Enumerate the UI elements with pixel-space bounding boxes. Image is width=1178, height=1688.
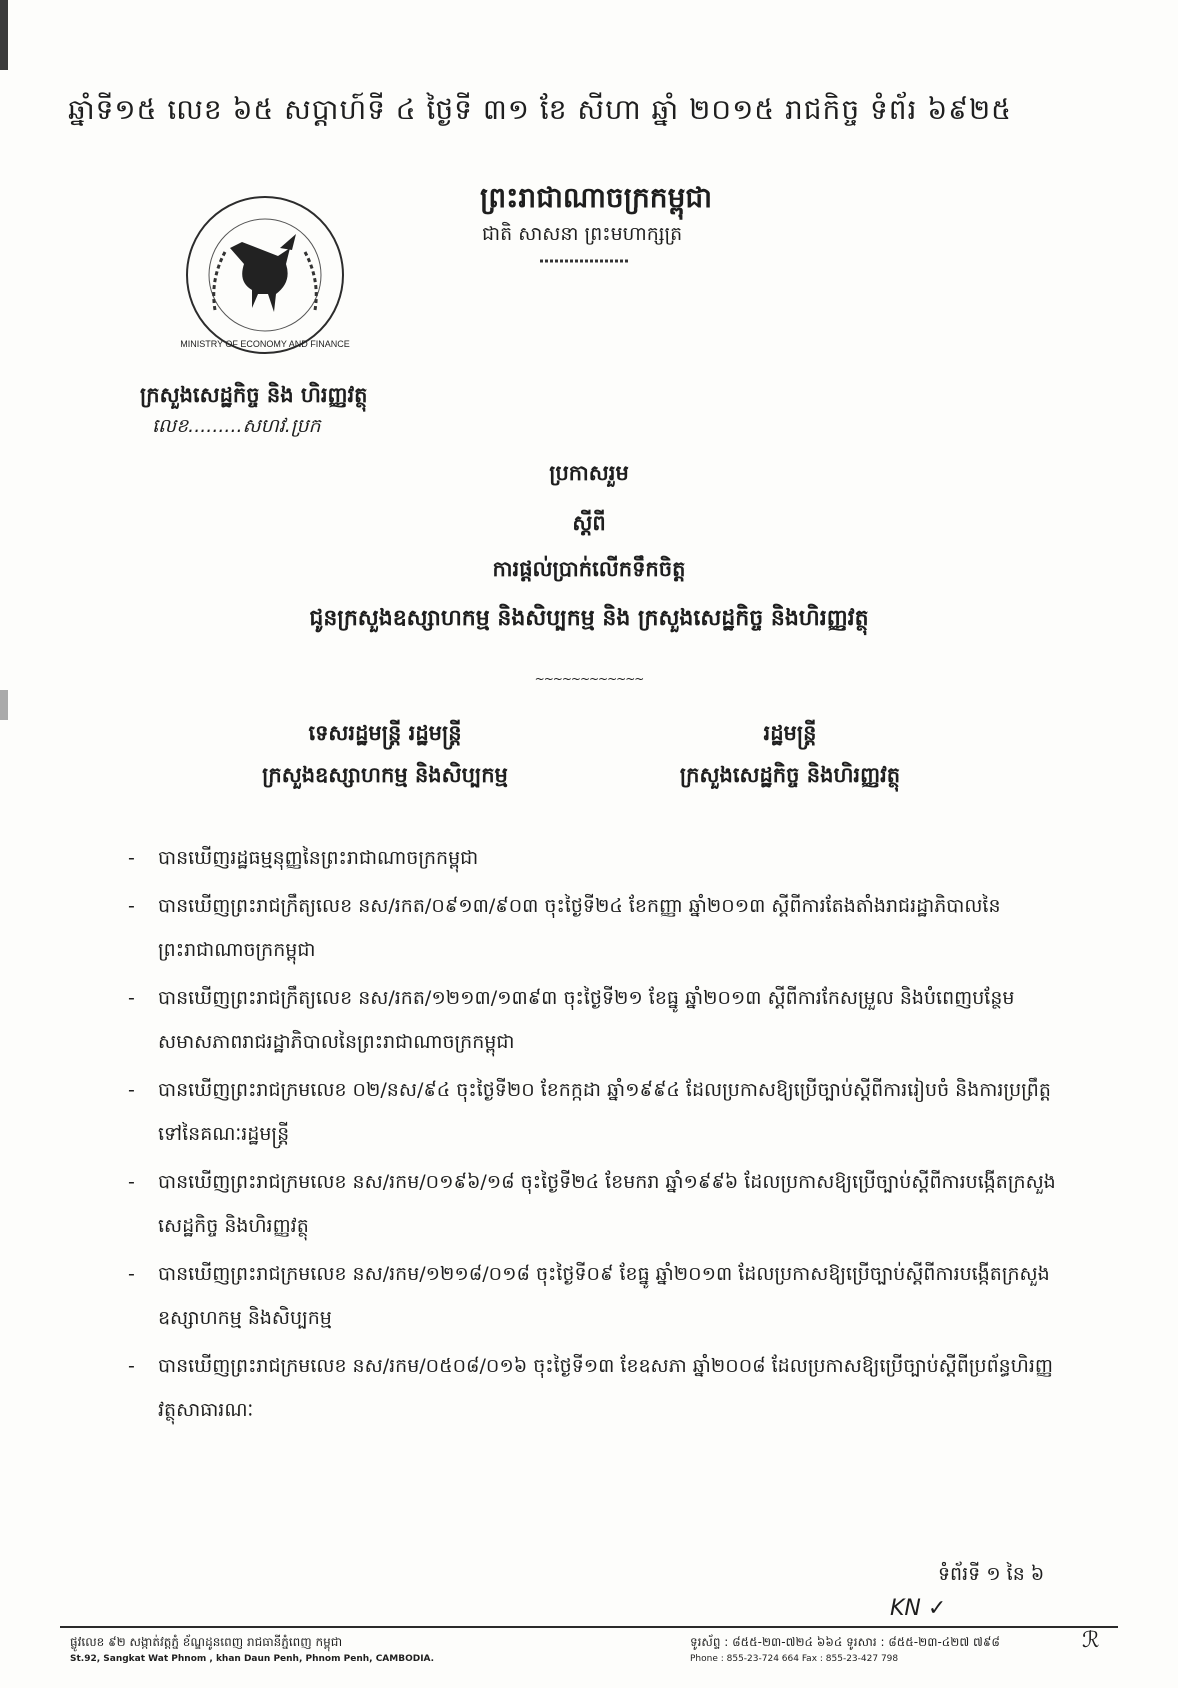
seal-english-text: MINISTRY OF ECONOMY AND FINANCE (180, 339, 350, 349)
signatory-left-ministry: ក្រសួងឧស្សាហកម្ម និងសិប្បកម្ម (262, 763, 508, 787)
footer-divider (60, 1626, 1118, 1628)
list-item: - បានឃើញព្រះរាជក្រឹត្យលេខ នស/រកត/០៩១៣/៩០៣ ចុះថ្ងៃទី២៤ ខែកញ្ញា ឆ្នាំ២០១៣ ស្តីពីការតែងតាំងរាជរដ្ឋាភិបាលនៃព្រះរាជាណាចក្រកម្ពុជា (128, 895, 1001, 961)
list-item: - បានឃើញព្រះរាជក្រមលេខ ០២/នស/៩៤ ចុះថ្ងៃទី២០ ខែកក្កដា ឆ្នាំ១៩៩៤ ដែលប្រកាសឱ្យប្រើច្បាប់ស្តីពីការរៀបចំ និងការប្រព្រឹត្តទៅនៃគណៈរដ្ឋមន្ត្រី (128, 1079, 1051, 1145)
footer-phone-en: Phone : 855-23-724 664 Fax : 855-23-427 798 (690, 1654, 899, 1664)
signatory-right-title: រដ្ឋមន្ត្រី (763, 721, 817, 745)
signatory-right (640, 712, 940, 796)
footer-address-km: ផ្លូវលេខ ៩២ សង្កាត់វត្តភ្នំ ខ័ណ្ឌដូនពេញ រាជធានីភ្នំពេញ កម្ពុជា (70, 1635, 343, 1649)
national-motto: ជាតិ សាសនា ព្រះមហាក្សត្រ (482, 223, 683, 245)
motto-ornament (540, 258, 630, 264)
about-label: ស្តីពី (572, 511, 606, 535)
footer-phone-km: ទូរស័ព្ទ : ៨៥៥-២៣-៧២៤ ៦៦៤ ទូរសារ : ៨៥៥-២៣-៤២៧ ៧៩៨ (690, 1635, 1000, 1649)
footer-address-en: St.92, Sangkat Wat Phnom , khan Daun Penh, Phnom Penh, CAMBODIA. (70, 1654, 435, 1664)
footer-signature: ℛ (1082, 1628, 1100, 1653)
signatory-left (215, 712, 555, 796)
list-item: - បានឃើញព្រះរាជក្រមលេខ នស/រកម/០១៩៦/១៨ ចុះថ្ងៃទី២៤ ខែមករា ឆ្នាំ១៩៩៦ ដែលប្រកាសឱ្យប្រើច្បាប់ស្តីពីការបង្កើតក្រសួងសេដ្ឋកិច្ច និងហិរញ្ញវត្ថុ (128, 1171, 1056, 1237)
list-item: - បានឃើញព្រះរាជក្រមលេខ នស/រកម/០៥០៨/០១៦ ចុះថ្ងៃទី១៣ ខែឧសភា ឆ្នាំ២០០៨ ដែលប្រកាសឱ្យប្រើច្បាប់ស្តីពីប្រព័ន្ធហិរញ្ញវត្ថុសាធារណៈ (128, 1355, 1053, 1421)
kingdom-title: ព្រះរាជាណាចក្រកម្ពុជា (480, 181, 713, 214)
considerations-list (128, 836, 1068, 1436)
reference-number: លេខ.........សហវ.ប្រក (152, 415, 321, 437)
issuer-ministry: ក្រសួងសេដ្ឋកិច្ច និង ហិរញ្ញវត្ថុ (140, 382, 368, 407)
handwritten-initials: KN ✓ (890, 1596, 947, 1621)
scan-edge-mark (0, 690, 8, 720)
list-item: - បានឃើញព្រះរាជក្រមលេខ នស/រកម/១២១៨/០១៨ ចុះថ្ងៃទី០៩ ខែធ្នូ ឆ្នាំ២០១៣ ដែលប្រកាសឱ្យប្រើច្បាប់ស្តីពីការបង្កើតក្រសួងឧស្សាហកម្ម និងសិប្បកម្ម (128, 1263, 1050, 1329)
document-type: ប្រកាសរួម (549, 461, 629, 485)
signatory-right-ministry: ក្រសួងសេដ្ឋកិច្ច និងហិរញ្ញវត្ថុ (679, 763, 901, 787)
signatory-left-title: ទេសរដ្ឋមន្ត្រី រដ្ឋមន្ត្រី (308, 721, 462, 745)
title-ornament: ~~~~~~~~~~~~ (534, 672, 644, 686)
document-recipients: ជូនក្រសួងឧស្សាហកម្ម និងសិប្បកម្ម និង ក្រសួងសេដ្ឋកិច្ច និងហិរញ្ញវត្ថុ (309, 606, 869, 631)
gazette-header: ឆ្នាំទី១៥ លេខ ៦៥ សប្តាហ៍ទី ៤ ថ្ងៃទី ៣១ ខែ សីហា ឆ្នាំ ២០១៥ រាជកិច្ច ទំព័រ ៦៩២៥ (68, 93, 1013, 126)
ministry-seal-icon (180, 190, 350, 360)
list-item: - បានឃើញព្រះរាជក្រឹត្យលេខ នស/រកត/១២១៣/១៣៩៣ ចុះថ្ងៃទី២១ ខែធ្នូ ឆ្នាំ២០១៣ ស្តីពីការកែសម្រួល និងបំពេញបន្ថែមសមាសភាពរាជរដ្ឋាភិបាលនៃព្រះរាជាណាចក្រកម្ពុជា (128, 987, 1015, 1053)
scan-edge-mark (0, 0, 8, 70)
page-number: ទំព័រទី ១ នៃ ៦ (938, 1563, 1045, 1585)
document-subject: ការផ្តល់ប្រាក់លើកទឹកចិត្ត (492, 557, 686, 581)
list-item: - បានឃើញរដ្ឋធម្មនុញ្ញនៃព្រះរាជាណាចក្រកម្ពុជា (128, 847, 479, 869)
